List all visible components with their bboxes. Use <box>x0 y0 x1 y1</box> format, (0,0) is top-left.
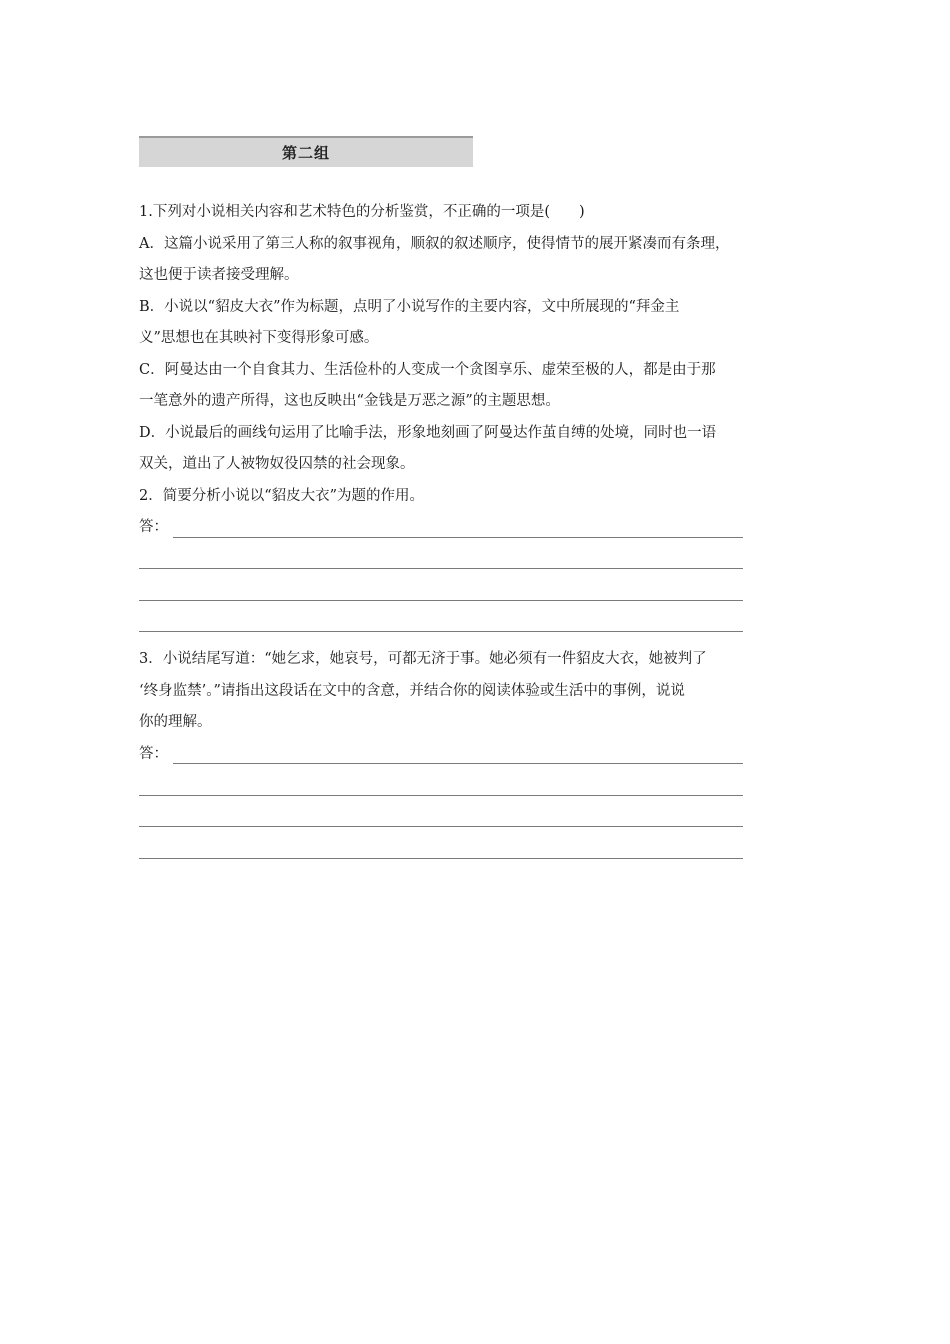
question-content <box>139 197 829 865</box>
option-a-line-1: A．这篇小说采用了第三人称的叙事视角，顺叙的叙述顺序，使得情节的展开紧凑而有条理， <box>139 235 730 252</box>
option-a-line-2: 这也便于读者接受理解。 <box>139 267 299 283</box>
answer-label: 答： <box>139 519 168 535</box>
option-a <box>139 229 829 292</box>
answer-rule <box>139 826 743 827</box>
answer-line[interactable] <box>139 575 829 607</box>
answer-line[interactable] <box>139 607 829 639</box>
answer-line[interactable] <box>139 544 829 576</box>
option-d-line-2: 双关，道出了人被物奴役囚禁的社会现象。 <box>139 456 415 472</box>
option-b-line-2: 义”思想也在其映衬下变得形象可感。 <box>139 330 379 346</box>
question-2-answer-area[interactable] <box>139 512 829 638</box>
answer-rule <box>139 631 743 632</box>
answer-label: 答： <box>139 745 168 762</box>
answer-line[interactable] <box>139 739 829 771</box>
answer-line[interactable] <box>139 512 829 544</box>
answer-line[interactable] <box>139 833 829 865</box>
section-header <box>139 136 473 167</box>
question-3-line-3: 你的理解。 <box>139 714 212 730</box>
question-3-stem <box>139 644 829 739</box>
answer-rule <box>139 568 743 569</box>
answer-rule <box>173 763 743 764</box>
option-b <box>139 292 829 355</box>
option-c <box>139 355 829 418</box>
option-b-line-1: B．小说以“貂皮大衣”作为标题，点明了小说写作的主要内容，文中所展现的“拜金主 <box>139 298 680 315</box>
option-d <box>139 418 829 481</box>
question-3-line-1: 3．小说结尾写道：“她乞求，她哀号，可都无济于事。她必须有一件貂皮大衣，她被判了 <box>139 651 707 667</box>
answer-rule <box>139 858 743 859</box>
answer-line[interactable] <box>139 770 829 802</box>
option-c-line-1: C．阿曼达由一个自食其力、生活俭朴的人变成一个贪图享乐、虚荣至极的人，都是由于那 <box>139 361 716 378</box>
question-3-line-2: ‘终身监禁’。”请指出这段话在文中的含意，并结合你的阅读体验或生活中的事例，说说 <box>139 682 685 699</box>
answer-rule <box>173 537 743 538</box>
answer-rule <box>139 795 743 796</box>
question-3-answer-area[interactable] <box>139 739 829 865</box>
question-2-stem: 2．简要分析小说以“貂皮大衣”为题的作用。 <box>139 487 425 504</box>
answer-rule <box>139 600 743 601</box>
option-d-line-1: D．小说最后的画线句运用了比喻手法，形象地刻画了阿曼达作茧自缚的处境，同时也一语 <box>139 424 717 441</box>
section-title: 第二组 <box>281 144 330 162</box>
question-1-stem: 1.下列对小说相关内容和艺术特色的分析鉴赏，不正确的一项是( ) <box>139 204 585 220</box>
answer-line[interactable] <box>139 802 829 834</box>
option-c-line-2: 一笔意外的遗产所得，这也反映出“金钱是万恶之源”的主题思想。 <box>139 393 560 409</box>
